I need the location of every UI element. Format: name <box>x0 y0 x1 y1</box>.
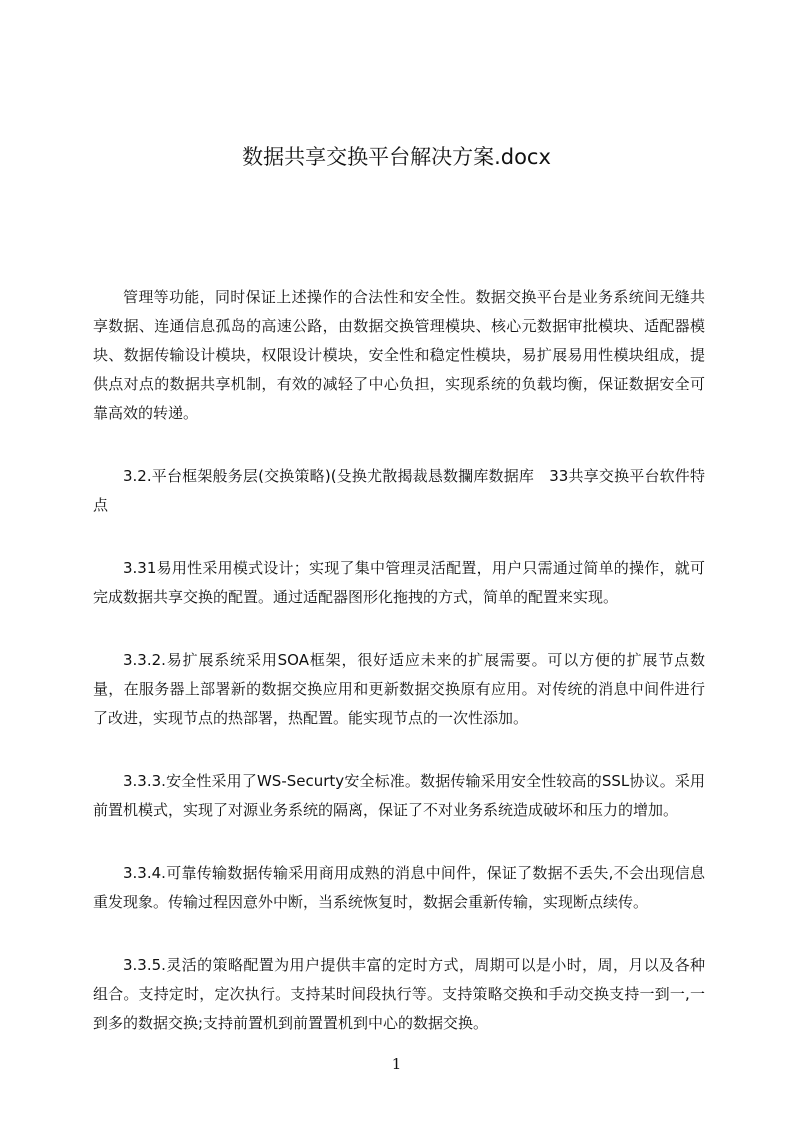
paragraph-section-3-3-1: 3.31易用性采用模式设计；实现了集中管理灵活配置，用户只需通过简单的操作，就可完成数据共享交换的配置。通过适配器图形化拖拽的方式，简单的配置来实现。 <box>93 559 705 606</box>
paragraph-section-3-3-5: 3.3.5.灵活的策略配置为用户提供丰富的定时方式，周期可以是小时，周，月以及各种组合。支持定时，定次执行。支持某时间段执行等。支持策略交换和手动交换支持一到一,一到多的数据交换;支持前置机到前置置机到中心的数据交换。 <box>93 956 705 1032</box>
paragraph-section-3-3-2: 3.3.2.易扩展系统采用SOA框架，很好适应未来的扩展需要。可以方便的扩展节点数量，在服务器上部署新的数据交换应用和更新数据交换原有应用。对传统的消息中间件进行了改进，实现节点的热部署，热配置。能实现节点的一次性添加。 <box>93 651 705 727</box>
page-number: 1 <box>391 1055 402 1073</box>
paragraph-section-3-3-4: 3.3.4.可靠传输数据传输采用商用成熟的消息中间件，保证了数据不丢失,不会出现信息重发现象。传输过程因意外中断，当系统恢复时，数据会重新传输，实现断点续传。 <box>93 864 705 911</box>
paragraph-section-3-2: 3.2.平台框架般务层(交换策略)(殳换尤散揭裁恳数攔库数据库 33共享交换平台软件特点 <box>93 467 705 514</box>
paragraph-intro: 管理等功能，同时保证上述操作的合法性和安全性。数据交换平台是业务系统间无缝共享数据、连通信息孤岛的高速公路，由数据交换管理模块、核心元数据审批模块、适配器模块、数据传输设计模块，权限设计模块，安全性和稳定性模块，易扩展易用性模块组成，提供点对点的数据共享机制，有效的减轻了中心负担，实现系统的负载均衡，保证数据安全可靠高效的转递。 <box>93 288 705 422</box>
document-title: 数据共享交换平台解决方案.docx <box>242 145 551 169</box>
document-body <box>93 283 705 1072</box>
paragraph-section-3-3-3: 3.3.3.安全性采用了WS-Securty安全标准。数据传输采用安全性较高的SSL协议。采用前置机模式，实现了对源业务系统的隔离，保证了不对业务系统造成破坏和压力的增加。 <box>93 772 705 819</box>
